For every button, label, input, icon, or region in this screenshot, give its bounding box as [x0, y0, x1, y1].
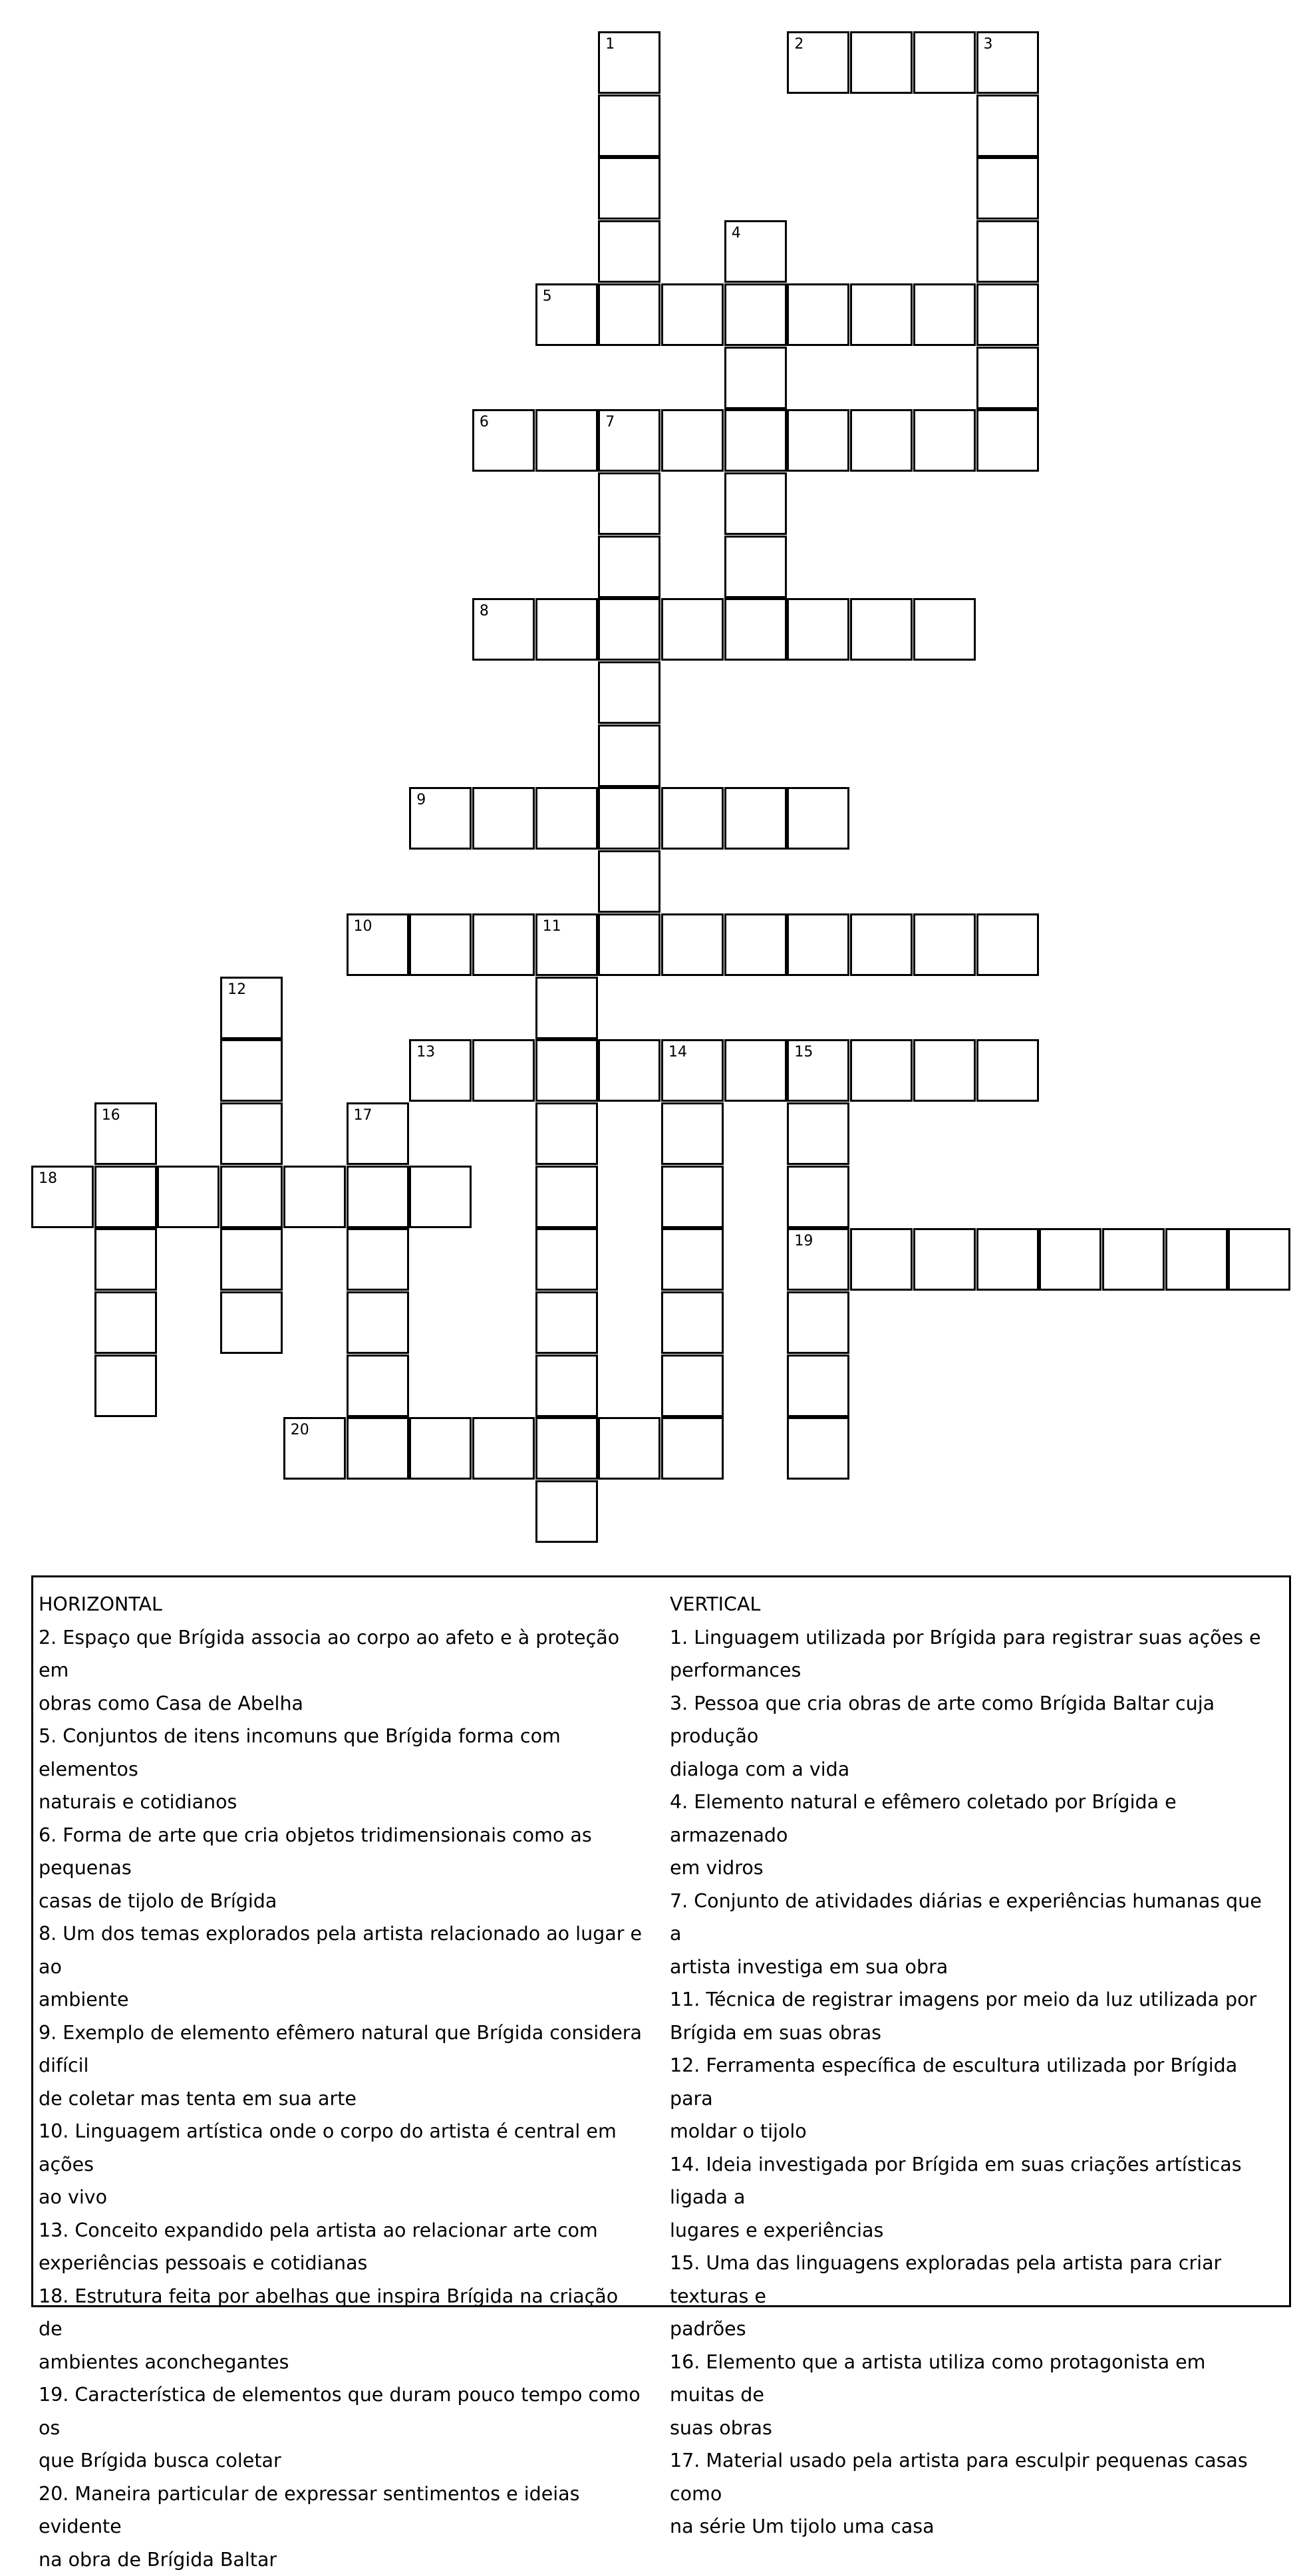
- crossword-cell[interactable]: [283, 1166, 346, 1228]
- clue-line: 3. Pessoa que cria obras de arte como Brígida Baltar cuja produção: [670, 1687, 1275, 1753]
- clue-line: casas de tijolo de Brígida: [39, 1885, 644, 1918]
- crossword-cell[interactable]: [976, 913, 1039, 976]
- clue-line: 1. Linguagem utilizada por Brígida para registrar suas ações e: [670, 1621, 1275, 1655]
- clue-line: 16. Elemento que a artista utiliza como protagonista em muitas de: [670, 2346, 1275, 2412]
- clue-line: padrões: [670, 2313, 1275, 2346]
- clue-line: 14. Ideia investigada por Brígida em suas criações artísticas ligada a: [670, 2148, 1275, 2214]
- crossword-cell[interactable]: [850, 1039, 913, 1102]
- crossword-cell[interactable]: [220, 1291, 283, 1354]
- clue-line: 13. Conceito expandido pela artista ao relacionar arte com: [39, 2214, 644, 2247]
- clue-line: naturais e cotidianos: [39, 1786, 644, 1819]
- crossword-cell[interactable]: [94, 1102, 157, 1165]
- crossword-cell[interactable]: [31, 1166, 94, 1228]
- crossword-cell[interactable]: [1165, 1228, 1228, 1291]
- crossword-cell[interactable]: [409, 913, 472, 976]
- crossword-cell[interactable]: [535, 1480, 598, 1543]
- crossword-cell[interactable]: [724, 283, 787, 346]
- crossword-cell[interactable]: [913, 913, 976, 976]
- crossword-cell[interactable]: [220, 977, 283, 1039]
- vertical-clues: [670, 1588, 1275, 2543]
- crossword-cell[interactable]: [787, 31, 849, 94]
- crossword-cell[interactable]: [913, 409, 976, 472]
- clue-number: 13: [416, 1045, 435, 1060]
- crossword-cell[interactable]: [535, 913, 598, 976]
- horizontal-clues: [39, 1588, 644, 2576]
- crossword-cell[interactable]: [598, 598, 660, 661]
- horizontal-title: HORIZONTAL: [39, 1588, 644, 1621]
- clue-number: 11: [543, 919, 561, 934]
- crossword-cell[interactable]: [787, 1039, 849, 1102]
- crossword-cell[interactable]: [535, 1039, 598, 1102]
- crossword-cell[interactable]: [598, 536, 660, 598]
- crossword-cell[interactable]: [472, 1417, 535, 1480]
- crossword-cell[interactable]: [976, 1228, 1039, 1291]
- clues-box: [31, 1575, 1291, 2307]
- crossword-cell[interactable]: [598, 409, 660, 472]
- clue-line: 20. Maneira particular de expressar sentimentos e ideias evidente: [39, 2478, 644, 2543]
- crossword-cell[interactable]: [409, 1166, 472, 1228]
- crossword-cell[interactable]: [535, 283, 598, 346]
- clue-line: 4. Elemento natural e efêmero coletado por Brígida e armazenado: [670, 1786, 1275, 1852]
- crossword-cell[interactable]: [724, 220, 787, 283]
- clue-line: ambientes aconchegantes: [39, 2346, 644, 2379]
- crossword-cell[interactable]: [976, 1039, 1039, 1102]
- clue-line: performances: [670, 1654, 1275, 1687]
- crossword-cell[interactable]: [913, 598, 976, 661]
- crossword-cell[interactable]: [472, 1039, 535, 1102]
- crossword-cell[interactable]: [661, 1228, 724, 1291]
- crossword-cell[interactable]: [94, 1228, 157, 1291]
- crossword-cell[interactable]: [787, 409, 849, 472]
- crossword-cell[interactable]: [472, 598, 535, 661]
- crossword-cell[interactable]: [724, 598, 787, 661]
- clue-line: 11. Técnica de registrar imagens por meio da luz utilizada por: [670, 1983, 1275, 2016]
- clue-line: 17. Material usado pela artista para esculpir pequenas casas como: [670, 2444, 1275, 2510]
- crossword-cell[interactable]: [661, 283, 724, 346]
- crossword-cell[interactable]: [850, 913, 913, 976]
- vertical-title: VERTICAL: [670, 1588, 1275, 1621]
- crossword-cell[interactable]: [598, 913, 660, 976]
- clue-number: 6: [480, 415, 489, 430]
- crossword-cell[interactable]: [347, 1102, 409, 1165]
- clue-number: 12: [227, 983, 246, 997]
- crossword-cell[interactable]: [787, 1355, 849, 1417]
- crossword-cell[interactable]: [787, 1102, 849, 1165]
- crossword-cell[interactable]: [976, 157, 1039, 220]
- crossword-cell[interactable]: [598, 472, 660, 535]
- clue-number: 10: [354, 919, 372, 934]
- crossword-cell[interactable]: [850, 598, 913, 661]
- clue-number: 7: [605, 415, 615, 430]
- clue-line: 15. Uma das linguagens exploradas pela artista para criar texturas e: [670, 2247, 1275, 2313]
- clue-line: 5. Conjuntos de itens incomuns que Brígida forma com elementos: [39, 1720, 644, 1786]
- crossword-cell[interactable]: [724, 347, 787, 409]
- clue-number: 18: [39, 1172, 57, 1186]
- clue-line: obras como Casa de Abelha: [39, 1687, 644, 1720]
- crossword-cell[interactable]: [347, 1291, 409, 1354]
- clue-line: 7. Conjunto de atividades diárias e experiências humanas que a: [670, 1885, 1275, 1951]
- crossword-cell[interactable]: [157, 1166, 219, 1228]
- crossword-cell[interactable]: [724, 472, 787, 535]
- crossword-cell[interactable]: [724, 1039, 787, 1102]
- crossword-cell[interactable]: [850, 283, 913, 346]
- crossword-cell[interactable]: [661, 1355, 724, 1417]
- clue-number: 15: [794, 1045, 813, 1060]
- crossword-cell[interactable]: [598, 661, 660, 724]
- crossword-cell[interactable]: [661, 1291, 724, 1354]
- crossword-cell[interactable]: [661, 1039, 724, 1102]
- clue-number: 20: [291, 1423, 309, 1438]
- crossword-cell[interactable]: [472, 787, 535, 850]
- crossword-cell[interactable]: [598, 724, 660, 787]
- crossword-cell[interactable]: [661, 1417, 724, 1480]
- crossword-cell[interactable]: [535, 1417, 598, 1480]
- clue-number: 1: [605, 37, 615, 52]
- crossword-cell[interactable]: [661, 598, 724, 661]
- clue-line: artista investiga em sua obra: [670, 1951, 1275, 1984]
- crossword-cell[interactable]: [347, 1166, 409, 1228]
- crossword-cell[interactable]: [724, 787, 787, 850]
- crossword-cell[interactable]: [94, 1291, 157, 1354]
- crossword-cell[interactable]: [787, 1228, 849, 1291]
- crossword-cell[interactable]: [787, 1291, 849, 1354]
- clue-number: 8: [480, 604, 489, 619]
- crossword-cell[interactable]: [347, 1417, 409, 1480]
- clue-number: 16: [102, 1108, 120, 1123]
- crossword-cell[interactable]: [535, 598, 598, 661]
- crossword-cell[interactable]: [724, 409, 787, 472]
- crossword-cell[interactable]: [850, 31, 913, 94]
- clue-line: na obra de Brígida Baltar: [39, 2543, 644, 2576]
- crossword-cell[interactable]: [220, 1228, 283, 1291]
- crossword-cell[interactable]: [913, 1039, 976, 1102]
- clue-number: 19: [794, 1234, 813, 1249]
- crossword-cell[interactable]: [535, 1228, 598, 1291]
- crossword-cell[interactable]: [598, 283, 660, 346]
- crossword-cell[interactable]: [347, 1355, 409, 1417]
- crossword-cell[interactable]: [472, 409, 535, 472]
- clue-line: em vidros: [670, 1852, 1275, 1885]
- crossword-cell[interactable]: [535, 409, 598, 472]
- crossword-cell[interactable]: [220, 1166, 283, 1228]
- crossword-cell[interactable]: [787, 1166, 849, 1228]
- crossword-cell[interactable]: [661, 409, 724, 472]
- clue-number: 3: [984, 37, 993, 52]
- crossword-cell[interactable]: [535, 1355, 598, 1417]
- clue-line: 12. Ferramenta específica de escultura utilizada por Brígida para: [670, 2049, 1275, 2115]
- crossword-cell[interactable]: [913, 283, 976, 346]
- crossword-cell[interactable]: [661, 1102, 724, 1165]
- crossword-cell[interactable]: [598, 31, 660, 94]
- clue-line: 19. Característica de elementos que duram pouco tempo como os: [39, 2378, 644, 2444]
- clue-line: na série Um tijolo uma casa: [670, 2510, 1275, 2543]
- crossword-cell[interactable]: [598, 157, 660, 220]
- clue-number: 17: [354, 1108, 372, 1123]
- crossword-cell[interactable]: [409, 1417, 472, 1480]
- clue-line: experiências pessoais e cotidianas: [39, 2247, 644, 2280]
- clue-line: lugares e experiências: [670, 2214, 1275, 2247]
- clue-line: 6. Forma de arte que cria objetos tridimensionais como as pequenas: [39, 1819, 644, 1885]
- crossword-cell[interactable]: [787, 598, 849, 661]
- crossword-cell[interactable]: [787, 1417, 849, 1480]
- clue-number: 9: [416, 793, 426, 808]
- crossword-cell[interactable]: [661, 787, 724, 850]
- crossword-cell[interactable]: [347, 913, 409, 976]
- clue-line: que Brígida busca coletar: [39, 2444, 644, 2478]
- clue-line: 8. Um dos temas explorados pela artista relacionado ao lugar e ao: [39, 1917, 644, 1983]
- crossword-cell[interactable]: [94, 1355, 157, 1417]
- crossword-cell[interactable]: [1039, 1228, 1101, 1291]
- clue-number: 5: [543, 289, 552, 304]
- clue-line: dialoga com a vida: [670, 1753, 1275, 1786]
- clue-line: 9. Exemplo de elemento efêmero natural que Brígida considera difícil: [39, 2016, 644, 2082]
- clue-number: 2: [794, 37, 803, 52]
- crossword-cell[interactable]: [787, 913, 849, 976]
- crossword-cell[interactable]: [913, 1228, 976, 1291]
- crossword-cell[interactable]: [724, 536, 787, 598]
- crossword-cell[interactable]: [535, 1102, 598, 1165]
- crossword-cell[interactable]: [1228, 1228, 1290, 1291]
- clue-line: de coletar mas tenta em sua arte: [39, 2082, 644, 2116]
- crossword-cell[interactable]: [724, 913, 787, 976]
- clue-line: moldar o tijolo: [670, 2115, 1275, 2148]
- crossword-cell[interactable]: [1102, 1228, 1165, 1291]
- clue-line: ao vivo: [39, 2181, 644, 2214]
- crossword-cell[interactable]: [976, 220, 1039, 283]
- crossword-cell[interactable]: [976, 31, 1039, 94]
- crossword-cell[interactable]: [598, 787, 660, 850]
- crossword-cell[interactable]: [850, 409, 913, 472]
- clue-line: ambiente: [39, 1983, 644, 2016]
- crossword-cell[interactable]: [472, 913, 535, 976]
- crossword-cell[interactable]: [598, 1039, 660, 1102]
- crossword-cell[interactable]: [535, 1291, 598, 1354]
- clue-number: 14: [668, 1045, 687, 1060]
- crossword-cell[interactable]: [976, 94, 1039, 157]
- clue-line: suas obras: [670, 2412, 1275, 2445]
- crossword-cell[interactable]: [535, 787, 598, 850]
- crossword-cell[interactable]: [220, 1039, 283, 1102]
- clue-line: 2. Espaço que Brígida associa ao corpo ao afeto e à proteção em: [39, 1621, 644, 1687]
- crossword-cell[interactable]: [598, 94, 660, 157]
- crossword-cell[interactable]: [976, 347, 1039, 409]
- crossword-cell[interactable]: [535, 1166, 598, 1228]
- crossword-cell[interactable]: [787, 283, 849, 346]
- crossword-cell[interactable]: [598, 850, 660, 913]
- crossword-cell[interactable]: [787, 787, 849, 850]
- clue-line: 18. Estrutura feita por abelhas que inspira Brígida na criação de: [39, 2280, 644, 2346]
- clue-line: 10. Linguagem artística onde o corpo do artista é central em ações: [39, 2115, 644, 2181]
- clue-number: 4: [732, 226, 741, 241]
- crossword-cell[interactable]: [976, 283, 1039, 346]
- crossword-cell[interactable]: [283, 1417, 346, 1480]
- crossword-cell[interactable]: [976, 409, 1039, 472]
- crossword-cell[interactable]: [535, 977, 598, 1039]
- crossword-cell[interactable]: [598, 1417, 660, 1480]
- crossword-cell[interactable]: [913, 31, 976, 94]
- crossword-cell[interactable]: [661, 1166, 724, 1228]
- crossword-cell[interactable]: [661, 913, 724, 976]
- crossword-cell[interactable]: [409, 787, 472, 850]
- crossword-cell[interactable]: [409, 1039, 472, 1102]
- crossword-cell[interactable]: [94, 1166, 157, 1228]
- clue-line: Brígida em suas obras: [670, 2016, 1275, 2050]
- crossword-cell[interactable]: [220, 1102, 283, 1165]
- crossword-cell[interactable]: [347, 1228, 409, 1291]
- crossword-cell[interactable]: [850, 1228, 913, 1291]
- crossword-cell[interactable]: [598, 220, 660, 283]
